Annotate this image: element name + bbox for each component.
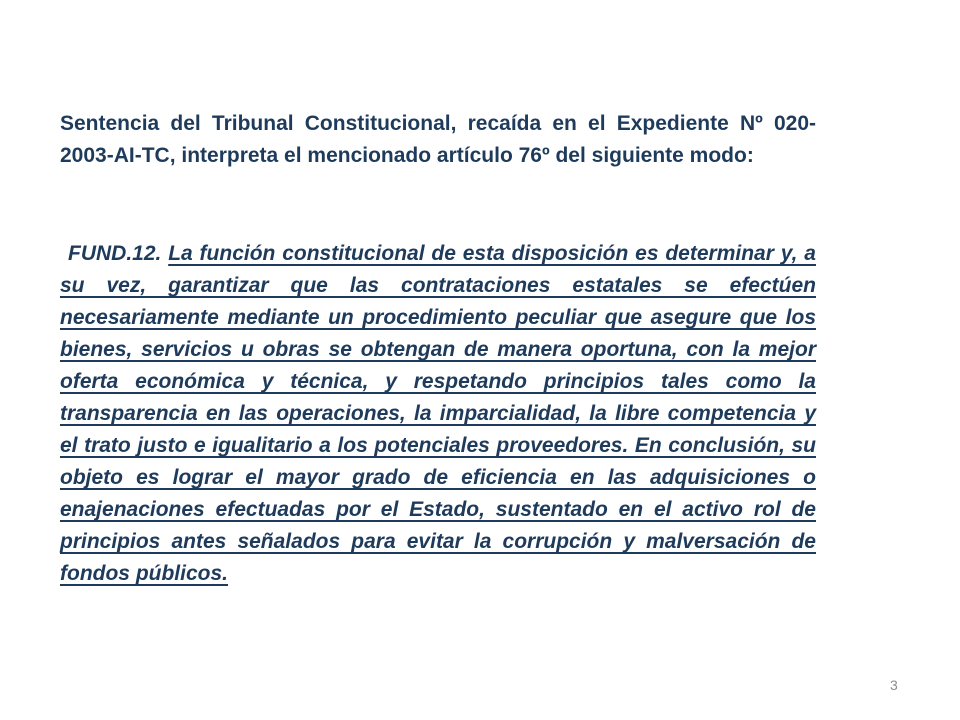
fund-text: La función constitucional de esta disposición es determinar y, a su vez, garantizar que las contrataciones estatales se efectúen necesariamente mediante un procedimiento peculiar que asegure que los bienes, servicios u obras se obtengan de manera oportuna, con la mejor oferta económica y técnica, y respetando principios tales como la transparencia en las operaciones, la imparcialidad, la libre competencia y el trato justo e igualitario a los potenciales proveedores. En conclusión, su objeto es lograr el mayor grado de eficiencia en las adquisiciones o enajenaciones efectuadas por el Estado, sustentado en el activo rol de principios antes señalados para evitar la corrupción y malversación de fondos públicos. xyxy=(60,242,816,585)
quote-paragraph xyxy=(60,238,816,590)
intro-paragraph: Sentencia del Tribunal Constitucional, recaída en el Expediente Nº 020-2003-AI-TC, interpreta el mencionado artículo 76º del siguiente modo: xyxy=(60,112,816,167)
fund-label: FUND.12. xyxy=(68,242,162,265)
page-number: 3 xyxy=(890,677,898,693)
